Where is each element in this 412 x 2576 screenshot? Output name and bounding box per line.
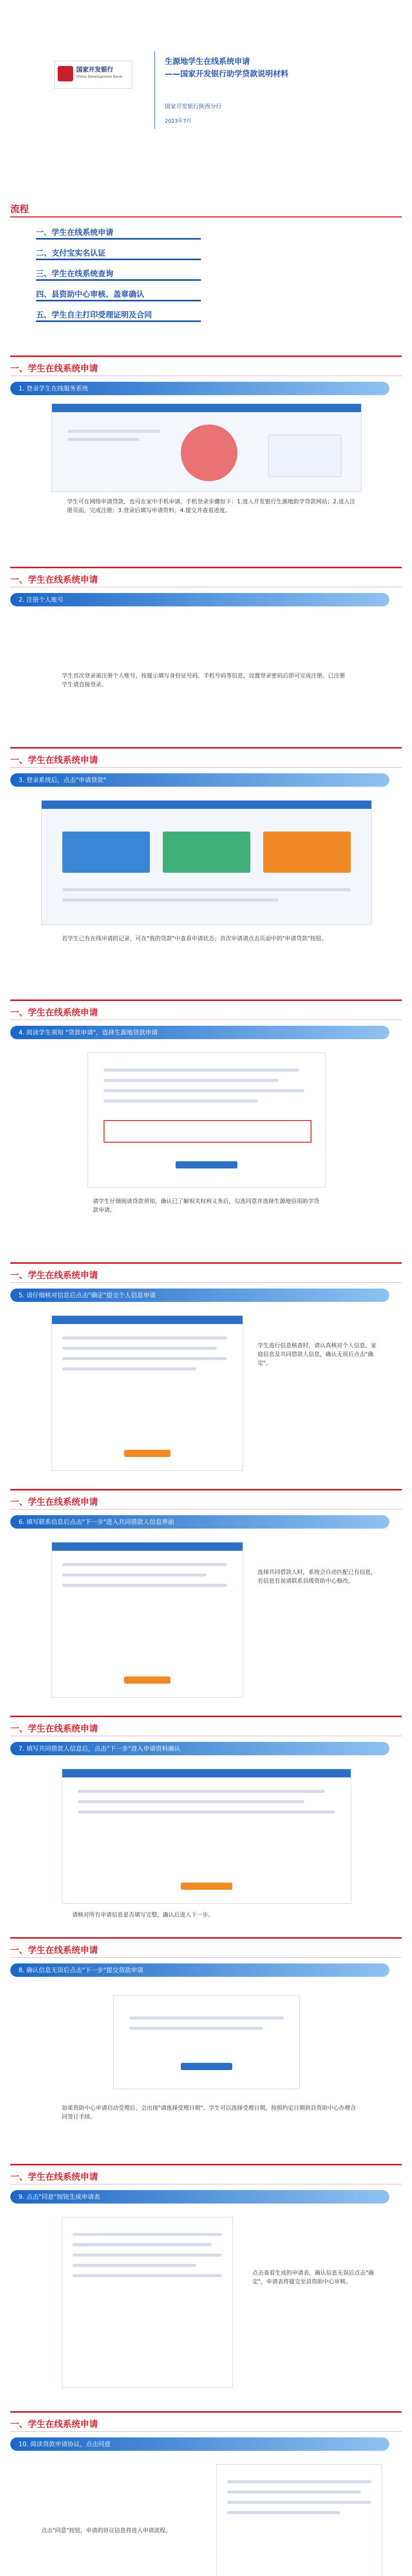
cover-organization: 国家开发银行陕西分行 <box>165 103 221 110</box>
slide-divider <box>10 1957 402 1958</box>
screenshot-text-line <box>78 1800 304 1803</box>
highlight-box <box>104 1120 312 1143</box>
logo-name: 国家开发银行 <box>76 66 114 73</box>
step-title <box>10 382 389 395</box>
screenshot-text-line <box>62 1573 207 1577</box>
step-description: 学生可在网络申请贷款，也可在家中手机申请。手机登录步骤如下：1.进入开发银行生源地助学贷款网站；2.进入注册页面，完成注册；3.登录后填写申请资料；4.提交并查看进度。 <box>67 498 355 514</box>
screenshot-text-line <box>62 1336 227 1340</box>
step-title <box>10 1963 389 1977</box>
screenshot-text-line <box>73 2233 222 2236</box>
cover-title: 生源地学生在线系统申请 <box>165 57 250 66</box>
slide-header: 一、学生在线系统申请 <box>10 2172 98 2182</box>
slide-header: 一、学生在线系统申请 <box>10 575 98 585</box>
screenshot-text-line <box>227 2480 371 2483</box>
step-title <box>10 2190 389 2204</box>
step-title-text: 8. 确认信息无误后点击"下一步"提交贷款申请 <box>19 1967 144 1974</box>
screenshot-text-line <box>73 2253 222 2257</box>
flow-underline <box>36 300 201 301</box>
slide-header: 一、学生在线系统申请 <box>10 1724 98 1734</box>
screenshot-text-line <box>129 2027 263 2030</box>
slide-header: 一、学生在线系统申请 <box>10 1945 98 1956</box>
step-title-text: 2. 注册个人账号 <box>19 596 64 603</box>
slide <box>10 2164 402 2408</box>
screenshot-text-line <box>129 2016 284 2020</box>
screenshot-toolbar <box>52 404 361 412</box>
slide <box>10 1262 402 1485</box>
flow-item: 二、支付宝实名认证 <box>36 248 106 258</box>
screenshot-text-line <box>78 1790 325 1793</box>
slide-divider <box>10 1509 402 1510</box>
cover-divider <box>154 52 155 129</box>
screenshot-notice <box>88 1053 325 1188</box>
screenshot-text-line <box>62 888 351 891</box>
screenshot-text-line <box>67 430 160 433</box>
screenshot-text-line <box>62 1357 227 1360</box>
next-button <box>181 1883 232 1890</box>
slide <box>10 999 402 1259</box>
flow-divider <box>10 216 402 217</box>
slide-divider <box>10 767 402 768</box>
step-description: 请核对所有申请信息是否填写完整，确认后进入下一步。 <box>72 1911 214 1918</box>
step-title <box>10 1742 389 1755</box>
slide <box>10 1489 402 1712</box>
slide-header: 一、学生在线系统申请 <box>10 364 98 374</box>
screenshot-text-line <box>73 2243 212 2246</box>
step-description: 学生进行信息核查时，请认真核对个人信息、家庭信息及共同借款人信息，确认无误后点击"确定"。 <box>258 1342 376 1366</box>
slide <box>10 1716 402 1934</box>
screenshot-submit <box>113 1995 300 2089</box>
screenshot-text-line <box>227 2501 371 2504</box>
screenshot-coborrower <box>62 1769 351 1904</box>
tile-status <box>163 832 250 873</box>
slide <box>10 2411 402 2576</box>
screenshot-text-line <box>104 1079 279 1082</box>
screenshot-contact <box>52 1542 243 1698</box>
step-title <box>10 1026 389 1039</box>
cover-section <box>0 0 412 170</box>
step-description: 如果资助中心申请启动受理后，会出现"请选择受理日期"。学生可以选择受理日期，按照约定日期到县资助中心办理合同签订手续。 <box>62 2105 356 2120</box>
slide-header: 一、学生在线系统申请 <box>10 2419 98 2430</box>
step-title <box>10 593 389 606</box>
flow-underline <box>36 238 201 240</box>
flow-item: 一、学生在线系统申请 <box>36 228 114 237</box>
step-title-text: 9. 点击"同意"按钮生成申请表 <box>19 2193 100 2200</box>
slide-header: 一、学生在线系统申请 <box>10 1270 98 1281</box>
banner-graphic <box>181 425 237 481</box>
step-description: 选择共同借款人时，系统会自动匹配已有信息，若信息有误请联系县级资助中心修改。 <box>258 1569 376 1584</box>
step-description: 请学生仔细阅读贷款须知，确认已了解相关权利义务后，勾选同意并选择生源地信用助学贷款申请。 <box>93 1198 319 1213</box>
screenshot-text-line <box>227 2490 361 2494</box>
screenshot-login <box>52 403 362 492</box>
screenshot-text-line <box>62 899 279 902</box>
slide <box>10 1937 402 2160</box>
step-title <box>10 1289 389 1302</box>
flow-underline <box>36 320 201 322</box>
screenshot-toolbar <box>52 1316 243 1324</box>
step-title-text: 10. 阅读贷款申请协议，点击同意 <box>19 2441 111 2448</box>
screenshot-text-line <box>62 1367 196 1370</box>
step-title <box>10 1515 389 1529</box>
step-title <box>10 2437 389 2451</box>
confirm-button <box>124 1450 170 1457</box>
screenshot-agreement <box>216 2464 382 2576</box>
flow-title: 流程 <box>10 204 29 215</box>
flow-item: 五、学生自主打印受理证明及合同 <box>36 310 152 319</box>
slide <box>10 567 402 743</box>
screenshot-application-form <box>62 2217 233 2388</box>
slide-header: 一、学生在线系统申请 <box>10 1497 98 1507</box>
screenshot-info <box>52 1315 243 1471</box>
tile-records <box>263 832 351 873</box>
flow-underline <box>36 279 201 281</box>
tile-apply <box>62 832 150 873</box>
screenshot-text-line <box>104 1099 258 1103</box>
step-description: 点击查看生成的申请表，确认信息无误后点击"确定"，申请表将提交至县资助中心审核。 <box>252 2269 374 2285</box>
screenshot-text-line <box>62 1347 217 1350</box>
step-description: 点击"同意"按钮，申请的协议信息将进入申请流程。 <box>41 2527 171 2534</box>
step-title <box>10 773 389 787</box>
next-button <box>124 1676 170 1684</box>
slide-header: 一、学生在线系统申请 <box>10 1008 98 1018</box>
flow-underline <box>36 259 201 260</box>
submit-button <box>181 2063 232 2070</box>
screenshot-toolbar <box>52 1543 243 1551</box>
flow-item: 四、县资助中心审核、盖章确认 <box>36 290 145 299</box>
flow-item: 三、学生在线系统查询 <box>36 269 114 278</box>
cover-subtitle: ——国家开发银行助学贷款说明材料 <box>165 69 289 78</box>
slide-divider <box>10 1282 402 1283</box>
slide <box>10 355 402 563</box>
screenshot-toolbar <box>42 801 371 809</box>
step-description: 若学生已有在线申请的记录，可在"我的贷款"中查看申请状态；首次申请请点击页面中的"申请贷款"按钮。 <box>62 935 328 942</box>
screenshot-text-line <box>104 1069 299 1072</box>
screenshot-text-line <box>67 438 140 441</box>
step-title-text: 4. 阅读学生须知 "贷款申请"，选择生源地贷款申请 <box>19 1029 158 1036</box>
screenshot-text-line <box>104 1089 304 1092</box>
slide-header: 一、学生在线系统申请 <box>10 755 98 766</box>
step-title-text: 6. 填写联系信息后点击"下一步"进入共同借款人信息界面 <box>19 1518 175 1526</box>
screenshot-text-line <box>62 1563 227 1566</box>
screenshot-text-line <box>73 2274 222 2277</box>
login-panel <box>268 435 341 477</box>
screenshot-toolbar <box>62 1769 351 1777</box>
screenshot-text-line <box>227 2511 340 2514</box>
bank-logo-icon <box>58 66 73 81</box>
slide <box>10 747 402 996</box>
screenshot-text-line <box>73 2264 196 2267</box>
step-title-text: 3. 登录系统后，点击"申请贷款" <box>19 776 107 784</box>
cover-date: 2023年7月 <box>165 118 192 124</box>
screenshot-text-line <box>78 1810 335 1814</box>
logo-english: China Development Bank <box>76 75 123 79</box>
slide-divider <box>10 2431 402 2432</box>
confirm-button <box>176 1161 237 1168</box>
step-title-text: 1. 登录学生在线服务系统 <box>19 385 89 392</box>
step-description: 学生首次登录需注册个人账号，按提示填写身份证号码、手机号码等信息，设置登录密码后即可完成注册。已注册学生请直接登录。 <box>62 672 345 688</box>
screenshot-apply <box>41 800 372 925</box>
step-title-text: 5. 请仔细核对信息后点击"确定"提交个人信息申请 <box>19 1292 156 1299</box>
screenshot-text-line <box>62 1584 227 1587</box>
step-title-text: 7. 填写共同借款人信息后，点击"下一步"进入申请资料确认 <box>19 1745 181 1752</box>
